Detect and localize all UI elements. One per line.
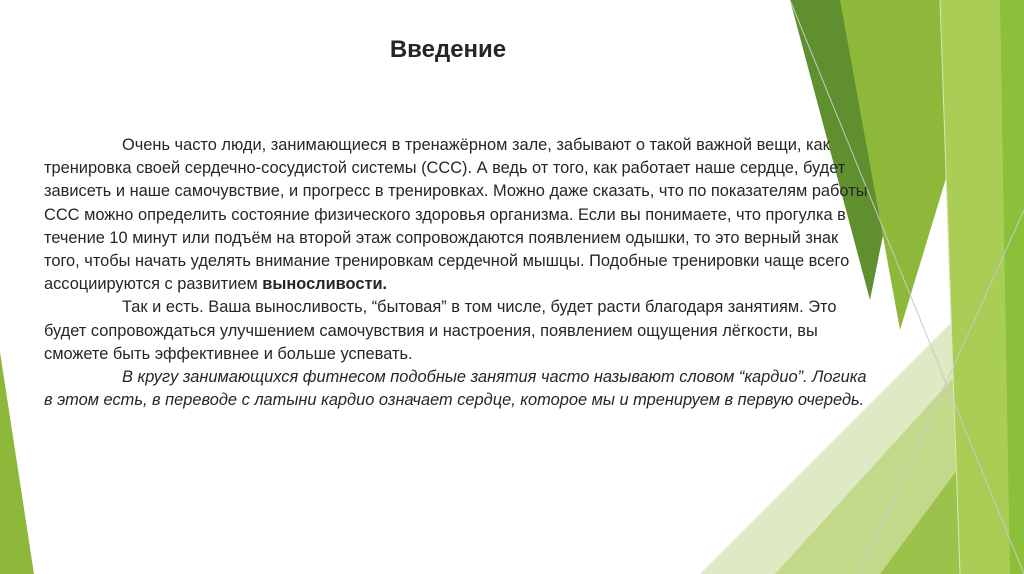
paragraph-3 xyxy=(44,366,874,412)
slide-title: Введение xyxy=(389,36,507,63)
left-green-sliver xyxy=(0,352,34,574)
paragraph-1 xyxy=(44,134,874,296)
paragraph-3-text: В кругу занимающихся фитнесом подобные занятия часто называют словом “кардио”. Логика в этом есть, в переводе с латыни кардио означает сердце, которое мы и тренируем в первую очередь. xyxy=(44,368,867,410)
paragraph-2 xyxy=(44,296,874,366)
paragraph-2-text: Так и есть. Ваша выносливость, “бытовая” в том числе, будет расти благодаря занятиям. Это будет сопровождаться улучшением самочувствия и настроения, появлением ощущения лёгкости, вы сможете быть эффективнее и больше успевать. xyxy=(44,298,837,363)
paragraph-1-bold: выносливости. xyxy=(262,275,388,294)
paragraph-1-text: Очень часто люди, занимающиеся в тренажёрном зале, забывают о такой важной вещи, как тренировка своей сердечно-сосудистой системы (ССС). А ведь от того, как работает наше сердце, будет зависеть и наше самочувствие, и прогресс в тренировках. Можно даже сказать, что по показателям работы ССС можно определить состояние физического здоровья организма. Если вы понимаете, что прогулка в течение 10 минут или подъём на второй этаж сопровождаются появлением одышки, то это верный знак того, чтобы начать уделять внимание тренировкам сердечной мышцы. Подобные тренировки чаще всего ассоциируются с развитием xyxy=(44,136,868,294)
slide-body xyxy=(44,134,874,412)
